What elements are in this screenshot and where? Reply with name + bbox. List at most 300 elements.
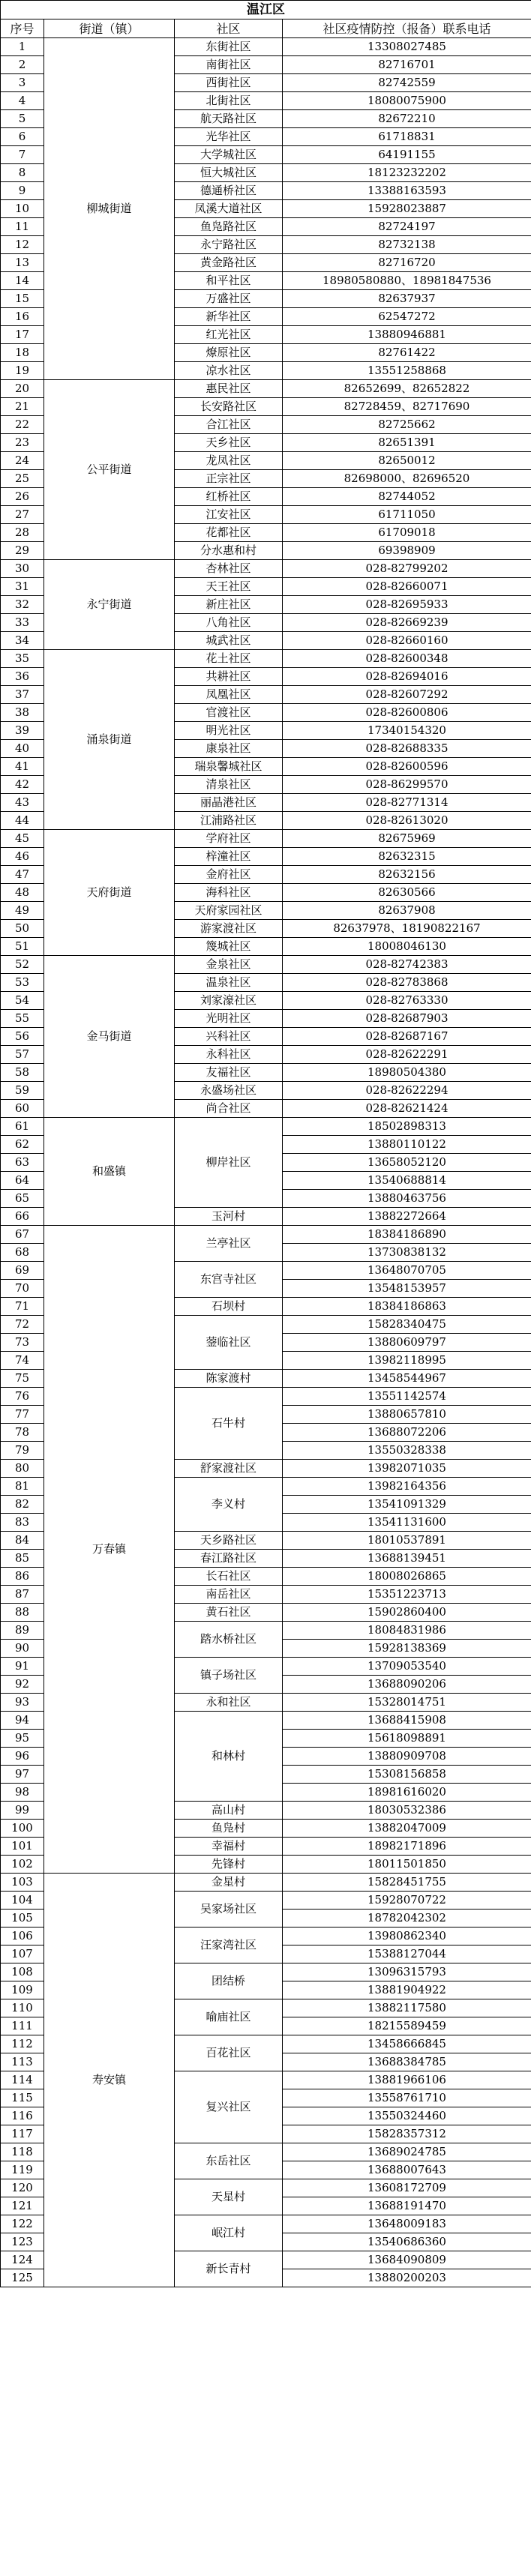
contact-phone: 13541091329 [283, 1496, 531, 1514]
row-number: 37 [1, 686, 44, 704]
row-number: 5 [1, 110, 44, 128]
row-number: 38 [1, 704, 44, 722]
table-row [1, 830, 531, 848]
row-number: 99 [1, 1802, 44, 1820]
community-name: 东宫寺社区 [175, 1262, 283, 1298]
row-number: 33 [1, 614, 44, 632]
row-number: 73 [1, 1334, 44, 1352]
row-number: 46 [1, 848, 44, 866]
community-name: 先锋村 [175, 1856, 283, 1874]
community-name: 德通桥社区 [175, 182, 283, 200]
street-name: 永宁街道 [44, 560, 175, 650]
community-name: 杏林社区 [175, 560, 283, 578]
contact-phone: 13548153957 [283, 1280, 531, 1298]
contact-phone: 69398909 [283, 542, 531, 560]
row-number: 64 [1, 1172, 44, 1190]
title-row [1, 1, 531, 19]
contact-phone: 13658052120 [283, 1154, 531, 1172]
row-number: 88 [1, 1604, 44, 1622]
community-name: 新庄社区 [175, 596, 283, 614]
contact-phone: 61711050 [283, 506, 531, 524]
community-name: 海科社区 [175, 884, 283, 902]
contact-phone: 15618098891 [283, 1730, 531, 1748]
contact-phone: 13096315793 [283, 1963, 531, 1981]
community-name: 新华社区 [175, 308, 283, 326]
row-number: 39 [1, 722, 44, 740]
row-number: 24 [1, 452, 44, 470]
contact-phone: 13550328338 [283, 1442, 531, 1460]
community-name: 汪家湾社区 [175, 1928, 283, 1963]
community-name: 天王社区 [175, 578, 283, 596]
contact-phone: 028-82783868 [283, 974, 531, 992]
contact-phone: 18980580880、18981847536 [283, 272, 531, 290]
row-number: 84 [1, 1532, 44, 1550]
community-name: 幸福村 [175, 1838, 283, 1856]
row-number: 86 [1, 1568, 44, 1586]
row-number: 59 [1, 1082, 44, 1100]
community-name: 学府社区 [175, 830, 283, 848]
row-number: 50 [1, 920, 44, 938]
street-name: 和盛镇 [44, 1118, 175, 1226]
contact-phone: 15928023887 [283, 200, 531, 218]
table-row [1, 1118, 531, 1136]
contact-phone: 18215589459 [283, 2017, 531, 2035]
contact-phone: 13709053540 [283, 1658, 531, 1676]
community-name: 燎原社区 [175, 344, 283, 362]
row-number: 105 [1, 1910, 44, 1928]
row-number: 10 [1, 200, 44, 218]
row-number: 44 [1, 812, 44, 830]
community-name: 新长青村 [175, 2251, 283, 2287]
row-number: 32 [1, 596, 44, 614]
row-number: 124 [1, 2251, 44, 2269]
row-number: 54 [1, 992, 44, 1010]
row-number: 26 [1, 488, 44, 506]
contact-phone: 028-82688335 [283, 740, 531, 758]
community-name: 镇子场社区 [175, 1658, 283, 1694]
community-name: 友福社区 [175, 1064, 283, 1082]
community-name: 天乡社区 [175, 434, 283, 452]
contact-phone: 15308156858 [283, 1766, 531, 1784]
community-name: 团结桥 [175, 1963, 283, 1999]
contact-phone: 82632315 [283, 848, 531, 866]
row-number: 103 [1, 1874, 44, 1892]
row-number: 104 [1, 1892, 44, 1910]
community-name: 江安社区 [175, 506, 283, 524]
contact-phone: 82716720 [283, 254, 531, 272]
community-name: 喻庙社区 [175, 1999, 283, 2035]
contact-phone: 82728459、82717690 [283, 398, 531, 416]
community-name: 踏水桥社区 [175, 1622, 283, 1658]
table-row [1, 560, 531, 578]
community-name: 复兴社区 [175, 2071, 283, 2143]
community-name: 东岳社区 [175, 2143, 283, 2179]
street-name: 天府街道 [44, 830, 175, 956]
street-name: 金马街道 [44, 956, 175, 1118]
contact-phone: 13881966106 [283, 2071, 531, 2089]
row-number: 70 [1, 1280, 44, 1298]
row-number: 2 [1, 56, 44, 74]
row-number: 60 [1, 1100, 44, 1118]
street-name: 万春镇 [44, 1226, 175, 1874]
contact-phone: 82637978、18190822167 [283, 920, 531, 938]
contact-phone: 028-82621424 [283, 1100, 531, 1118]
row-number: 49 [1, 902, 44, 920]
contact-phone: 028-82771314 [283, 794, 531, 812]
contact-phone: 82675969 [283, 830, 531, 848]
table-row [1, 956, 531, 974]
contact-phone: 13684090809 [283, 2251, 531, 2269]
contact-phone: 18782042302 [283, 1910, 531, 1928]
row-number: 21 [1, 398, 44, 416]
community-name: 南街社区 [175, 56, 283, 74]
community-name: 天星村 [175, 2179, 283, 2215]
row-number: 53 [1, 974, 44, 992]
community-name: 城武社区 [175, 632, 283, 650]
community-name: 大学城社区 [175, 146, 283, 164]
row-number: 96 [1, 1748, 44, 1766]
row-number: 113 [1, 2053, 44, 2071]
contact-phone: 028-82613020 [283, 812, 531, 830]
contact-phone: 82630566 [283, 884, 531, 902]
contact-phone: 13648070705 [283, 1262, 531, 1280]
contact-phone: 18080075900 [283, 92, 531, 110]
contact-phone: 82698000、82696520 [283, 470, 531, 488]
community-name: 梓潼社区 [175, 848, 283, 866]
contact-phone: 13688139451 [283, 1550, 531, 1568]
community-name: 和林村 [175, 1712, 283, 1802]
community-name: 红光社区 [175, 326, 283, 344]
community-name: 兴科社区 [175, 1028, 283, 1046]
contact-phone: 15828357312 [283, 2125, 531, 2143]
row-number: 25 [1, 470, 44, 488]
row-number: 23 [1, 434, 44, 452]
row-number: 75 [1, 1370, 44, 1388]
contact-phone: 15388127044 [283, 1945, 531, 1963]
contact-phone: 15828451755 [283, 1874, 531, 1892]
contact-phone: 13880909708 [283, 1748, 531, 1766]
contact-phone: 13550324460 [283, 2107, 531, 2125]
row-number: 29 [1, 542, 44, 560]
row-number: 77 [1, 1406, 44, 1424]
community-name: 官渡社区 [175, 704, 283, 722]
community-name: 永科社区 [175, 1046, 283, 1064]
community-name: 光华社区 [175, 128, 283, 146]
contact-phone: 13688415908 [283, 1712, 531, 1730]
row-number: 65 [1, 1190, 44, 1208]
contact-phone: 13541131600 [283, 1514, 531, 1532]
contact-phone: 13688384785 [283, 2053, 531, 2071]
contact-phone: 028-82763330 [283, 992, 531, 1010]
community-name: 玉河村 [175, 1208, 283, 1226]
contact-phone: 13308027485 [283, 38, 531, 56]
row-number: 7 [1, 146, 44, 164]
table-row [1, 380, 531, 398]
row-number: 56 [1, 1028, 44, 1046]
community-name: 正宗社区 [175, 470, 283, 488]
contact-phone: 18008046130 [283, 938, 531, 956]
table-title: 温江区 [1, 1, 531, 19]
contact-phone: 18010537891 [283, 1532, 531, 1550]
community-name: 凤溪大道社区 [175, 200, 283, 218]
community-name: 春江路社区 [175, 1550, 283, 1568]
community-name: 恒大城社区 [175, 164, 283, 182]
contact-phone: 13982071035 [283, 1460, 531, 1478]
row-number: 89 [1, 1622, 44, 1640]
contact-phone: 028-82600806 [283, 704, 531, 722]
row-number: 110 [1, 1999, 44, 2017]
contact-phone: 13688090206 [283, 1676, 531, 1694]
community-name: 李义村 [175, 1478, 283, 1532]
contact-phone: 18123232202 [283, 164, 531, 182]
contact-phone: 028-82600348 [283, 650, 531, 668]
community-name: 北街社区 [175, 92, 283, 110]
row-number: 6 [1, 128, 44, 146]
contact-phone: 82761422 [283, 344, 531, 362]
table-row [1, 38, 531, 56]
contact-phone: 13688072206 [283, 1424, 531, 1442]
row-number: 22 [1, 416, 44, 434]
community-name: 金泉社区 [175, 956, 283, 974]
community-name: 长石社区 [175, 1568, 283, 1586]
contact-phone: 82744052 [283, 488, 531, 506]
contact-phone: 82725662 [283, 416, 531, 434]
contact-phone: 13881904922 [283, 1981, 531, 1999]
row-number: 100 [1, 1820, 44, 1838]
contact-phone: 13551258868 [283, 362, 531, 380]
community-name: 万盛社区 [175, 290, 283, 308]
contact-phone: 028-82687903 [283, 1010, 531, 1028]
contact-phone: 13388163593 [283, 182, 531, 200]
community-name: 黄金路社区 [175, 254, 283, 272]
community-name: 南岳社区 [175, 1586, 283, 1604]
row-number: 19 [1, 362, 44, 380]
contact-phone: 13880200203 [283, 2269, 531, 2287]
table-body [1, 38, 531, 2287]
contact-phone: 64191155 [283, 146, 531, 164]
community-name: 岷江村 [175, 2215, 283, 2251]
row-number: 35 [1, 650, 44, 668]
row-number: 95 [1, 1730, 44, 1748]
contact-phone: 028-82622294 [283, 1082, 531, 1100]
row-number: 3 [1, 74, 44, 92]
community-name: 鱼凫村 [175, 1820, 283, 1838]
table-row [1, 1226, 531, 1244]
community-name: 凉水社区 [175, 362, 283, 380]
community-name: 清泉社区 [175, 776, 283, 794]
community-name: 高山村 [175, 1802, 283, 1820]
contact-phone: 82742559 [283, 74, 531, 92]
contact-phone: 82652699、82652822 [283, 380, 531, 398]
community-name: 游家渡社区 [175, 920, 283, 938]
row-number: 14 [1, 272, 44, 290]
contact-phone: 13882272664 [283, 1208, 531, 1226]
row-number: 87 [1, 1586, 44, 1604]
community-name: 刘家濠社区 [175, 992, 283, 1010]
community-name: 丽晶港社区 [175, 794, 283, 812]
row-number: 112 [1, 2035, 44, 2053]
community-name: 舒家渡社区 [175, 1460, 283, 1478]
contact-phone: 13982118995 [283, 1352, 531, 1370]
community-name: 永宁路社区 [175, 236, 283, 254]
contact-phone: 028-82660160 [283, 632, 531, 650]
contact-phone: 13540686360 [283, 2233, 531, 2251]
contact-phone: 82637937 [283, 290, 531, 308]
community-name: 金府社区 [175, 866, 283, 884]
contact-phone: 18030532386 [283, 1802, 531, 1820]
row-number: 114 [1, 2071, 44, 2089]
contact-phone: 18981616020 [283, 1784, 531, 1802]
community-name: 柳岸社区 [175, 1118, 283, 1208]
contact-phone: 13540688814 [283, 1172, 531, 1190]
contact-phone: 82716701 [283, 56, 531, 74]
row-number: 9 [1, 182, 44, 200]
row-number: 31 [1, 578, 44, 596]
community-name: 红桥社区 [175, 488, 283, 506]
row-number: 102 [1, 1856, 44, 1874]
row-number: 101 [1, 1838, 44, 1856]
contact-phone: 62547272 [283, 308, 531, 326]
row-number: 76 [1, 1388, 44, 1406]
row-number: 119 [1, 2161, 44, 2179]
community-name: 明光社区 [175, 722, 283, 740]
row-number: 79 [1, 1442, 44, 1460]
contact-phone: 13880463756 [283, 1190, 531, 1208]
community-name: 石牛村 [175, 1388, 283, 1460]
contact-phone: 82650012 [283, 452, 531, 470]
row-number: 28 [1, 524, 44, 542]
community-name: 江浦路社区 [175, 812, 283, 830]
community-name: 尚合社区 [175, 1100, 283, 1118]
contact-phone: 13551142574 [283, 1388, 531, 1406]
row-number: 18 [1, 344, 44, 362]
community-name: 吴家场社区 [175, 1892, 283, 1928]
row-number: 12 [1, 236, 44, 254]
contact-phone: 13458666845 [283, 2035, 531, 2053]
contact-phone: 13689024785 [283, 2143, 531, 2161]
community-name: 温泉社区 [175, 974, 283, 992]
row-number: 71 [1, 1298, 44, 1316]
community-name: 共耕社区 [175, 668, 283, 686]
community-name: 西街社区 [175, 74, 283, 92]
community-name: 陈家渡村 [175, 1370, 283, 1388]
community-name: 八角社区 [175, 614, 283, 632]
contact-phone: 13980862340 [283, 1928, 531, 1945]
row-number: 52 [1, 956, 44, 974]
contact-phone: 15351223713 [283, 1586, 531, 1604]
row-number: 42 [1, 776, 44, 794]
contact-phone: 13688191470 [283, 2197, 531, 2215]
community-name: 石坝村 [175, 1298, 283, 1316]
contact-phone: 18980504380 [283, 1064, 531, 1082]
row-number: 61 [1, 1118, 44, 1136]
contact-phone: 82732138 [283, 236, 531, 254]
row-number: 80 [1, 1460, 44, 1478]
row-number: 63 [1, 1154, 44, 1172]
community-name: 龙凤社区 [175, 452, 283, 470]
row-number: 4 [1, 92, 44, 110]
contact-phone: 15828340475 [283, 1316, 531, 1334]
row-number: 36 [1, 668, 44, 686]
row-number: 57 [1, 1046, 44, 1064]
row-number: 45 [1, 830, 44, 848]
community-name: 长安路社区 [175, 398, 283, 416]
contact-phone: 18384186890 [283, 1226, 531, 1244]
row-number: 94 [1, 1712, 44, 1730]
community-name: 天乡路社区 [175, 1532, 283, 1550]
contact-phone: 82672210 [283, 110, 531, 128]
community-name: 光明社区 [175, 1010, 283, 1028]
community-name: 蓥临社区 [175, 1316, 283, 1370]
contact-phone: 028-82742383 [283, 956, 531, 974]
row-number: 117 [1, 2125, 44, 2143]
row-number: 15 [1, 290, 44, 308]
community-name: 瑞泉馨城社区 [175, 758, 283, 776]
street-name: 寿安镇 [44, 1874, 175, 2287]
contact-phone: 13882047009 [283, 1820, 531, 1838]
contact-phone: 028-82694016 [283, 668, 531, 686]
row-number: 68 [1, 1244, 44, 1262]
community-name: 惠民社区 [175, 380, 283, 398]
row-number: 51 [1, 938, 44, 956]
contact-phone: 028-82669239 [283, 614, 531, 632]
contact-phone: 028-82622291 [283, 1046, 531, 1064]
street-name: 涌泉街道 [44, 650, 175, 830]
contact-phone: 028-82695933 [283, 596, 531, 614]
contact-phone: 18084831986 [283, 1622, 531, 1640]
community-name: 康泉社区 [175, 740, 283, 758]
header-street: 街道（镇） [44, 19, 175, 38]
row-number: 106 [1, 1928, 44, 1945]
community-name: 航天路社区 [175, 110, 283, 128]
row-number: 108 [1, 1963, 44, 1981]
row-number: 111 [1, 2017, 44, 2035]
row-number: 81 [1, 1478, 44, 1496]
row-number: 74 [1, 1352, 44, 1370]
row-number: 41 [1, 758, 44, 776]
community-name: 永和社区 [175, 1694, 283, 1712]
community-name: 凤凰社区 [175, 686, 283, 704]
contact-phone: 13882117580 [283, 1999, 531, 2017]
row-number: 125 [1, 2269, 44, 2287]
row-number: 82 [1, 1496, 44, 1514]
contact-phone: 13688007643 [283, 2161, 531, 2179]
row-number: 122 [1, 2215, 44, 2233]
contact-phone: 18008026865 [283, 1568, 531, 1586]
contact-phone: 82651391 [283, 434, 531, 452]
row-number: 115 [1, 2089, 44, 2107]
contact-phone: 18011501850 [283, 1856, 531, 1874]
header-contact-phone: 社区疫情防控（报备）联系电话 [283, 19, 531, 38]
header-community: 社区 [175, 19, 283, 38]
row-number: 66 [1, 1208, 44, 1226]
contact-phone: 13982164356 [283, 1478, 531, 1496]
row-number: 116 [1, 2107, 44, 2125]
contact-phone: 17340154320 [283, 722, 531, 740]
row-number: 67 [1, 1226, 44, 1244]
contact-phone: 18502898313 [283, 1118, 531, 1136]
contact-phone: 13558761710 [283, 2089, 531, 2107]
table-row [1, 1874, 531, 1892]
community-name: 百花社区 [175, 2035, 283, 2071]
row-number: 13 [1, 254, 44, 272]
contact-phone: 028-82600596 [283, 758, 531, 776]
contact-phone: 82632156 [283, 866, 531, 884]
row-number: 72 [1, 1316, 44, 1334]
community-name: 花都社区 [175, 524, 283, 542]
row-number: 48 [1, 884, 44, 902]
contact-phone: 028-82607292 [283, 686, 531, 704]
